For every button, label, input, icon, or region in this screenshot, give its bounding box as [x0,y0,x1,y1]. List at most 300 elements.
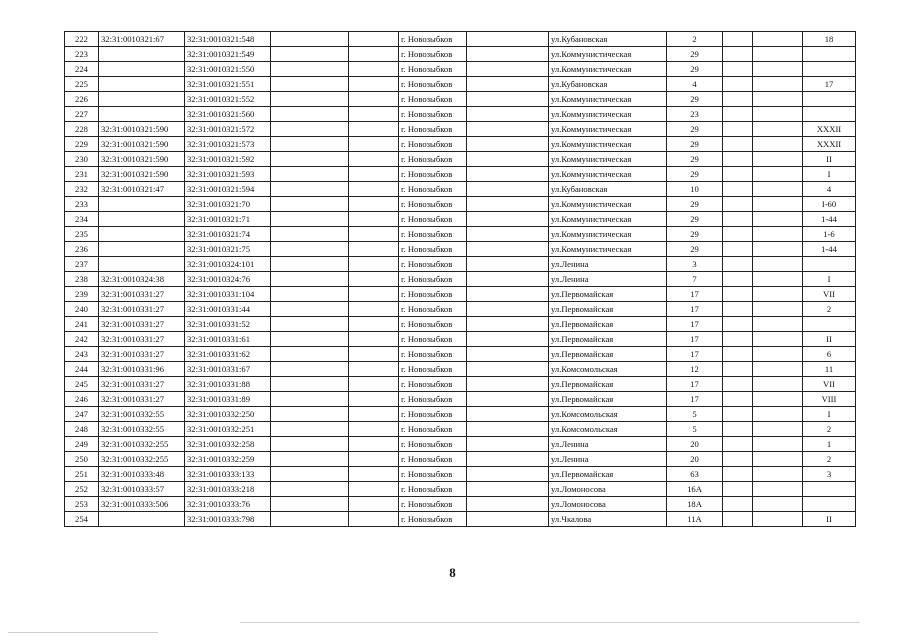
cell-row-number: 244 [65,362,99,377]
cell-house-number: 20 [667,452,723,467]
cell-city: г. Новозыбков [399,182,467,197]
cell-blank-col-7 [467,287,549,302]
cell-apartment: 1-6 [803,227,856,242]
cell-cadastral-number-parcel [99,227,185,242]
cell-row-number: 227 [65,107,99,122]
cell-blank-col-5 [349,302,399,317]
cell-blank-col-10 [723,107,753,122]
cell-blank-col-7 [467,302,549,317]
cell-blank-col-11 [753,467,803,482]
cell-cadastral-number-object: 32:31:0010333:76 [185,497,271,512]
cell-house-number: 29 [667,62,723,77]
cell-blank-col-7 [467,77,549,92]
cell-blank-col-11 [753,302,803,317]
cell-cadastral-number-parcel: 32:31:0010333:48 [99,467,185,482]
cell-blank-col-10 [723,47,753,62]
cell-blank-col-10 [723,362,753,377]
cell-blank-col-11 [753,197,803,212]
cell-blank-col-7 [467,92,549,107]
cell-street: ул.Коммунистическая [549,47,667,62]
cell-row-number: 247 [65,407,99,422]
cell-city: г. Новозыбков [399,227,467,242]
cell-cadastral-number-object: 32:31:0010332:251 [185,422,271,437]
cell-cadastral-number-parcel: 32:31:0010332:55 [99,422,185,437]
table-row [65,497,856,512]
cell-cadastral-number-object: 32:31:0010333:133 [185,467,271,482]
cell-apartment [803,497,856,512]
cell-blank-col-4 [271,362,349,377]
cell-cadastral-number-parcel [99,77,185,92]
cell-cadastral-number-parcel [99,212,185,227]
cell-apartment [803,47,856,62]
cell-street: ул.Ломоносова [549,482,667,497]
cell-city: г. Новозыбков [399,377,467,392]
cell-cadastral-number-object: 32:31:0010321:548 [185,32,271,47]
cell-blank-col-10 [723,332,753,347]
cell-apartment: 2 [803,302,856,317]
cell-house-number: 20 [667,437,723,452]
cell-apartment: 1 [803,437,856,452]
table-row [65,347,856,362]
cell-street: ул.Чкалова [549,512,667,527]
cell-apartment [803,107,856,122]
cell-apartment: 18 [803,32,856,47]
cell-blank-col-10 [723,392,753,407]
cell-apartment: VIII [803,392,856,407]
cell-street: ул.Коммунистическая [549,242,667,257]
cell-house-number: 63 [667,467,723,482]
cell-row-number: 251 [65,467,99,482]
cell-house-number: 2 [667,32,723,47]
cell-cadastral-number-parcel: 32:31:0010331:96 [99,362,185,377]
cell-blank-col-7 [467,32,549,47]
cell-blank-col-7 [467,347,549,362]
cell-row-number: 231 [65,167,99,182]
cell-row-number: 230 [65,152,99,167]
cell-blank-col-5 [349,332,399,347]
cell-street: ул.Коммунистическая [549,212,667,227]
cell-apartment: I [803,272,856,287]
cell-blank-col-11 [753,122,803,137]
cell-blank-col-11 [753,332,803,347]
cell-street: ул.Комсомольская [549,407,667,422]
cell-blank-col-7 [467,467,549,482]
cell-cadastral-number-object: 32:31:0010321:74 [185,227,271,242]
cell-cadastral-number-parcel [99,62,185,77]
cell-cadastral-number-object: 32:31:0010331:67 [185,362,271,377]
cell-blank-col-5 [349,122,399,137]
cell-apartment: II [803,512,856,527]
cell-blank-col-5 [349,497,399,512]
cell-blank-col-10 [723,482,753,497]
cell-row-number: 239 [65,287,99,302]
cell-blank-col-7 [467,512,549,527]
table-row [65,362,856,377]
cell-blank-col-10 [723,182,753,197]
cell-cadastral-number-object: 32:31:0010332:258 [185,437,271,452]
cell-cadastral-number-object: 32:31:0010321:573 [185,137,271,152]
cell-street: ул.Первомайская [549,332,667,347]
cell-city: г. Новозыбков [399,347,467,362]
cell-city: г. Новозыбков [399,197,467,212]
cell-city: г. Новозыбков [399,497,467,512]
cell-cadastral-number-object: 32:31:0010321:75 [185,242,271,257]
cell-house-number: 17 [667,347,723,362]
cell-cadastral-number-object: 32:31:0010333:218 [185,482,271,497]
cell-house-number: 11А [667,512,723,527]
cell-house-number: 5 [667,422,723,437]
cell-blank-col-4 [271,392,349,407]
cell-row-number: 235 [65,227,99,242]
cell-blank-col-7 [467,212,549,227]
table-row [65,152,856,167]
cell-house-number: 29 [667,242,723,257]
cell-cadastral-number-parcel: 32:31:0010332:55 [99,407,185,422]
cell-blank-col-10 [723,452,753,467]
cell-apartment: 11 [803,362,856,377]
cell-street: ул.Коммунистическая [549,107,667,122]
cell-city: г. Новозыбков [399,242,467,257]
table-row [65,272,856,287]
cell-blank-col-7 [467,497,549,512]
cell-blank-col-11 [753,317,803,332]
cell-street: ул.Коммунистическая [549,167,667,182]
cell-row-number: 246 [65,392,99,407]
cell-blank-col-10 [723,62,753,77]
cell-row-number: 225 [65,77,99,92]
cell-cadastral-number-object: 32:31:0010324:101 [185,257,271,272]
cell-cadastral-number-parcel: 32:31:0010321:67 [99,32,185,47]
cell-cadastral-number-parcel [99,107,185,122]
cell-cadastral-number-object: 32:31:0010321:551 [185,77,271,92]
cell-blank-col-7 [467,272,549,287]
cell-cadastral-number-object: 32:31:0010321:549 [185,47,271,62]
cell-city: г. Новозыбков [399,167,467,182]
cell-blank-col-4 [271,332,349,347]
table-row [65,242,856,257]
cell-blank-col-4 [271,272,349,287]
cell-blank-col-5 [349,107,399,122]
cell-blank-col-7 [467,47,549,62]
cell-street: ул.Первомайская [549,467,667,482]
cell-street: ул.Коммунистическая [549,197,667,212]
cell-street: ул.Кубановская [549,182,667,197]
cell-blank-col-5 [349,212,399,227]
cell-blank-col-7 [467,392,549,407]
cell-blank-col-11 [753,287,803,302]
cell-blank-col-5 [349,512,399,527]
cell-apartment: 3 [803,467,856,482]
cell-blank-col-11 [753,437,803,452]
cell-blank-col-4 [271,512,349,527]
cell-blank-col-4 [271,407,349,422]
cell-blank-col-4 [271,287,349,302]
cell-apartment: I [803,167,856,182]
cell-apartment [803,482,856,497]
cell-blank-col-5 [349,137,399,152]
cell-cadastral-number-parcel: 32:31:0010333:57 [99,482,185,497]
cell-blank-col-4 [271,227,349,242]
cell-blank-col-11 [753,92,803,107]
cell-cadastral-number-object: 32:31:0010331:61 [185,332,271,347]
cell-blank-col-7 [467,62,549,77]
cell-blank-col-10 [723,377,753,392]
cell-blank-col-10 [723,92,753,107]
table-row [65,302,856,317]
table-row [65,377,856,392]
table-row [65,182,856,197]
cell-city: г. Новозыбков [399,32,467,47]
cell-blank-col-4 [271,122,349,137]
cell-blank-col-10 [723,212,753,227]
cell-row-number: 250 [65,452,99,467]
cell-blank-col-4 [271,347,349,362]
cell-row-number: 222 [65,32,99,47]
cell-cadastral-number-object: 32:31:0010331:62 [185,347,271,362]
cell-blank-col-5 [349,32,399,47]
cell-street: ул.Ленина [549,272,667,287]
cell-blank-col-5 [349,287,399,302]
cell-apartment: XXXII [803,122,856,137]
cell-cadastral-number-object: 32:31:0010321:560 [185,107,271,122]
cell-blank-col-5 [349,152,399,167]
cell-apartment [803,257,856,272]
cell-house-number: 17 [667,392,723,407]
cell-cadastral-number-parcel [99,512,185,527]
cell-row-number: 224 [65,62,99,77]
cell-apartment: 1-44 [803,212,856,227]
cell-city: г. Новозыбков [399,512,467,527]
cell-blank-col-4 [271,437,349,452]
cell-blank-col-4 [271,302,349,317]
cell-house-number: 17 [667,287,723,302]
cell-row-number: 243 [65,347,99,362]
cell-cadastral-number-object: 32:31:0010333:798 [185,512,271,527]
table-row [65,452,856,467]
cell-blank-col-4 [271,242,349,257]
cell-blank-col-5 [349,482,399,497]
table-row [65,422,856,437]
cell-city: г. Новозыбков [399,437,467,452]
cell-blank-col-10 [723,407,753,422]
cell-blank-col-5 [349,47,399,62]
page-number: 8 [449,565,456,580]
cell-blank-col-5 [349,92,399,107]
cell-blank-col-7 [467,227,549,242]
cell-house-number: 23 [667,107,723,122]
cell-blank-col-7 [467,317,549,332]
cell-blank-col-5 [349,227,399,242]
cell-cadastral-number-object: 32:31:0010331:88 [185,377,271,392]
cell-blank-col-11 [753,497,803,512]
cell-cadastral-number-parcel [99,242,185,257]
cell-blank-col-10 [723,272,753,287]
cell-blank-col-10 [723,497,753,512]
table-row [65,227,856,242]
cell-blank-col-11 [753,227,803,242]
cell-street: ул.Коммунистическая [549,122,667,137]
cell-blank-col-5 [349,422,399,437]
cell-blank-col-10 [723,422,753,437]
cell-blank-col-10 [723,347,753,362]
cell-row-number: 234 [65,212,99,227]
cell-blank-col-7 [467,137,549,152]
cell-house-number: 17 [667,317,723,332]
table-row [65,512,856,527]
cell-city: г. Новозыбков [399,287,467,302]
cell-blank-col-5 [349,167,399,182]
cell-row-number: 253 [65,497,99,512]
cell-city: г. Новозыбков [399,362,467,377]
cell-blank-col-4 [271,377,349,392]
cell-blank-col-10 [723,122,753,137]
cell-city: г. Новозыбков [399,77,467,92]
cell-cadastral-number-object: 32:31:0010331:89 [185,392,271,407]
cell-blank-col-7 [467,482,549,497]
table-row [65,62,856,77]
cell-blank-col-4 [271,452,349,467]
cell-blank-col-10 [723,137,753,152]
cell-street: ул.Коммунистическая [549,227,667,242]
table-row [65,212,856,227]
cell-city: г. Новозыбков [399,212,467,227]
table-row [65,167,856,182]
cell-house-number: 5 [667,407,723,422]
cell-row-number: 237 [65,257,99,272]
cell-blank-col-7 [467,422,549,437]
cell-street: ул.Коммунистическая [549,152,667,167]
cell-blank-col-7 [467,377,549,392]
cell-blank-col-5 [349,467,399,482]
cell-apartment: 17 [803,77,856,92]
cell-city: г. Новозыбков [399,407,467,422]
cell-street: ул.Первомайская [549,347,667,362]
cell-cadastral-number-object: 32:31:0010321:594 [185,182,271,197]
cell-blank-col-7 [467,257,549,272]
cell-row-number: 252 [65,482,99,497]
cell-cadastral-number-parcel: 32:31:0010331:27 [99,332,185,347]
cell-apartment: VII [803,377,856,392]
cell-blank-col-4 [271,422,349,437]
cell-blank-col-11 [753,347,803,362]
cell-blank-col-7 [467,197,549,212]
cell-row-number: 240 [65,302,99,317]
cell-cadastral-number-parcel: 32:31:0010333:506 [99,497,185,512]
table-row [65,32,856,47]
cell-city: г. Новозыбков [399,302,467,317]
cell-house-number: 10 [667,182,723,197]
cell-row-number: 238 [65,272,99,287]
cell-row-number: 223 [65,47,99,62]
cell-cadastral-number-parcel [99,257,185,272]
cell-cadastral-number-parcel: 32:31:0010331:27 [99,377,185,392]
cell-blank-col-5 [349,362,399,377]
cell-house-number: 17 [667,377,723,392]
cell-blank-col-5 [349,347,399,362]
cell-apartment: I [803,407,856,422]
cell-blank-col-4 [271,107,349,122]
cell-blank-col-4 [271,137,349,152]
table-row [65,137,856,152]
cell-cadastral-number-object: 32:31:0010331:52 [185,317,271,332]
cell-blank-col-11 [753,77,803,92]
cell-blank-col-5 [349,182,399,197]
cell-city: г. Новозыбков [399,122,467,137]
cell-house-number: 12 [667,362,723,377]
cell-apartment: VII [803,287,856,302]
cell-house-number: 29 [667,137,723,152]
cell-row-number: 245 [65,377,99,392]
cell-blank-col-10 [723,257,753,272]
cell-row-number: 236 [65,242,99,257]
cell-blank-col-11 [753,392,803,407]
cell-blank-col-7 [467,332,549,347]
cell-row-number: 233 [65,197,99,212]
cell-blank-col-4 [271,92,349,107]
cell-blank-col-11 [753,512,803,527]
cell-street: ул.Первомайская [549,377,667,392]
cell-blank-col-4 [271,317,349,332]
cell-blank-col-11 [753,257,803,272]
table-row [65,332,856,347]
cell-apartment [803,317,856,332]
cell-blank-col-7 [467,167,549,182]
cell-house-number: 29 [667,167,723,182]
scan-artifact-line [240,622,860,623]
cell-house-number: 29 [667,92,723,107]
cell-blank-col-7 [467,407,549,422]
table-row [65,392,856,407]
cell-blank-col-11 [753,62,803,77]
cell-street: ул.Ленина [549,452,667,467]
cell-blank-col-4 [271,482,349,497]
cell-blank-col-4 [271,212,349,227]
cell-city: г. Новозыбков [399,422,467,437]
cell-blank-col-11 [753,107,803,122]
table-row [65,317,856,332]
table-row [65,92,856,107]
cell-house-number: 17 [667,332,723,347]
cell-house-number: 17 [667,302,723,317]
cell-blank-col-10 [723,317,753,332]
cell-house-number: 29 [667,212,723,227]
cell-apartment: 1-44 [803,242,856,257]
cell-apartment: 6 [803,347,856,362]
cell-street: ул.Ломоносова [549,497,667,512]
cell-cadastral-number-object: 32:31:0010331:104 [185,287,271,302]
cell-house-number: 29 [667,197,723,212]
cell-apartment: 2 [803,452,856,467]
cell-blank-col-5 [349,452,399,467]
cell-city: г. Новозыбков [399,392,467,407]
cell-cadastral-number-parcel: 32:31:0010321:590 [99,122,185,137]
cell-house-number: 18А [667,497,723,512]
cell-street: ул.Коммунистическая [549,62,667,77]
table-row [65,287,856,302]
cell-street: ул.Коммунистическая [549,137,667,152]
cell-blank-col-10 [723,167,753,182]
cell-street: ул.Первомайская [549,317,667,332]
cadastral-table [64,31,856,527]
cell-street: ул.Ленина [549,437,667,452]
cell-blank-col-10 [723,77,753,92]
cell-blank-col-4 [271,467,349,482]
table-row [65,257,856,272]
cell-blank-col-10 [723,152,753,167]
cell-blank-col-10 [723,467,753,482]
cell-city: г. Новозыбков [399,62,467,77]
cell-blank-col-4 [271,257,349,272]
